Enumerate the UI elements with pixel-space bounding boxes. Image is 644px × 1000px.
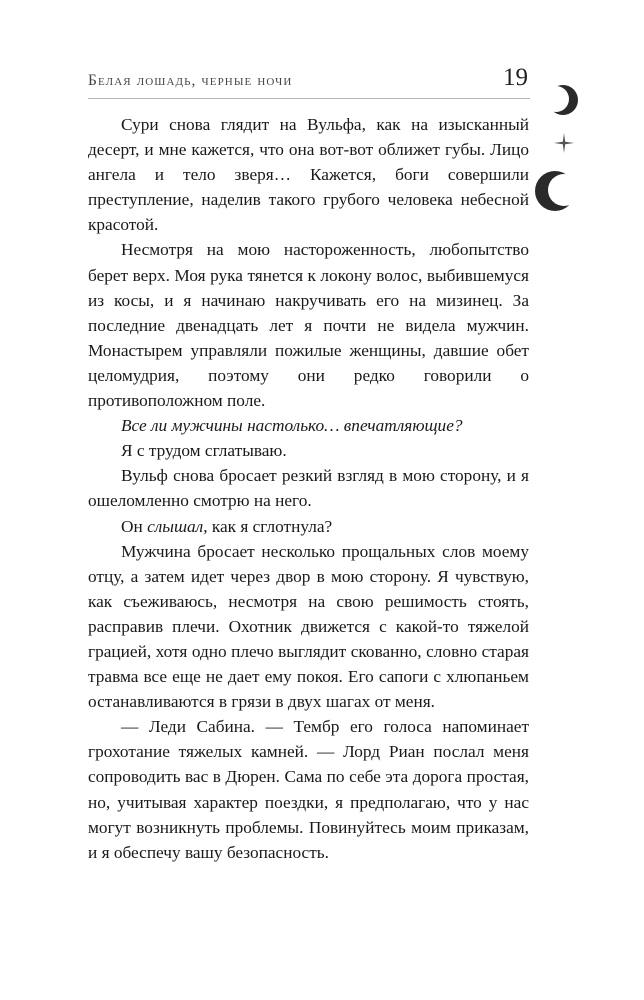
paragraph [88,514,529,539]
crescent-moon-icon [548,80,580,120]
text-run: , как я сглотнула? [203,516,333,536]
paragraph [88,413,529,438]
paragraph: Сури снова глядит на Вульфа, как на изысканный десерт, и мне кажется, что она вот-вот оближет губы. Лицо ангела и тело зверя… Кажется, боги совершили преступление, наделив такого грубого человека небесной красотой. [88,115,529,235]
paragraph: Несмотря на мою настороженность, любопытство берет верх. Моя рука тянется к локону волос, выбившемуся из косы, и я начинаю накручивать его на мизинец. За последние двенадцать лет я почти не видела мужчин. Монастырем управляли пожилые женщины, давшие обет целомудрия, поэтому они редко говорили о противоположном поле. [88,240,529,411]
paragraph: Я с трудом сглатываю. [121,441,287,461]
crescent-moon-icon [534,166,576,216]
sparkle-icon [554,133,574,153]
paragraph: Вульф снова бросает резкий взгляд в мою сторону, и я ошеломленно смотрю на него. [88,466,529,511]
body-text [88,112,529,865]
italic-word: слышал [147,516,204,536]
paragraph: — Леди Сабина. — Тембр его голоса напоминает грохотание тяжелых камней. — Лорд Риан послал меня сопроводить вас в Дюрен. Сама по себе эта дорога простая, но, учитывая характер поездки, я предполагаю, что у нас могут возникнуть проблемы. Повинуйтесь моим приказам, и я обеспечу вашу безопасность. [88,717,529,862]
text-run: Он [121,516,148,536]
header-rule [88,98,530,99]
italic-thought: Все ли мужчины настолько… впечатляющие? [121,416,463,436]
page-number: 19 [503,64,528,91]
page-header [88,64,528,96]
paragraph: Мужчина бросает несколько прощальных слов моему отцу, а затем идет через двор в мою сторону. Я чувствую, как съеживаюсь, несмотря на свою решимость стоять, расправив плечи. Охотник движется с какой-то тяжелой грацией, хотя одно плечо выглядит скованно, словно старая травма все еще не дает ему покоя. Его сапоги с хлюпаньем останавливаются в грязи в двух шагах от меня. [88,541,529,712]
running-head: Белая лошадь, черные ночи [88,72,293,89]
